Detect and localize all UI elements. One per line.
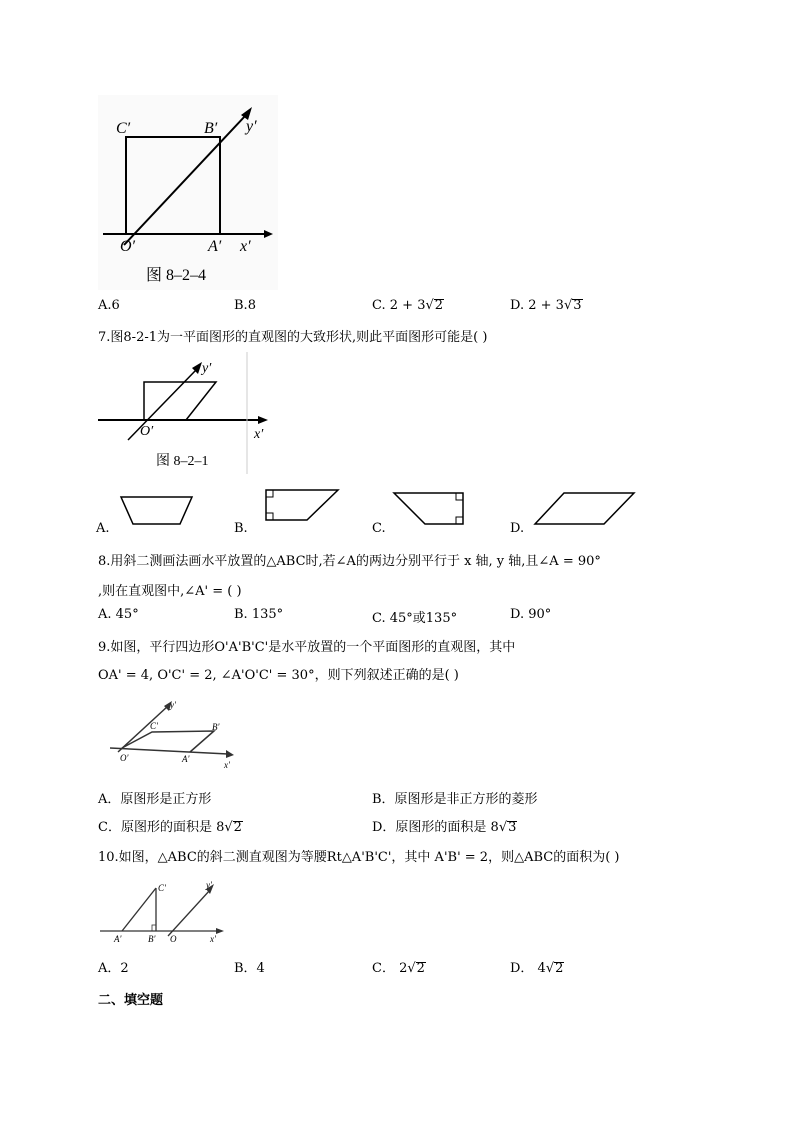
q8-stem-line2: ,则在直观图中,∠A' = ( ): [98, 584, 242, 599]
figure-q10: [100, 876, 230, 946]
q6-option-c[interactable]: C. 2 + 3√2: [372, 298, 444, 313]
q7-shape-c: [391, 490, 471, 528]
label-a: A': [114, 934, 122, 944]
q7-option-b[interactable]: B.: [234, 521, 248, 536]
q9-option-d[interactable]: D．原图形的面积是 8√3: [372, 820, 517, 835]
q7-shape-b: [263, 487, 343, 525]
q10-option-a[interactable]: A．2: [98, 961, 129, 976]
q9-option-c[interactable]: C．原图形的面积是 8√2: [98, 820, 242, 835]
q8-option-d[interactable]: D. 90°: [510, 607, 552, 622]
label-c: C′: [116, 120, 131, 137]
label-o: O: [170, 934, 177, 944]
q10-option-b[interactable]: B．4: [234, 961, 265, 976]
q9-stem-line1: 9.如图，平行四边形O'A'B'C'是水平放置的一个平面图形的直观图，其中: [98, 640, 516, 655]
label-o: O′: [140, 424, 154, 439]
label-o: O': [120, 753, 129, 763]
q7-option-d[interactable]: D.: [510, 521, 525, 536]
label-y: y′: [246, 118, 257, 135]
q7-stem: 7.图8-2-1为一平面图形的直观图的大致形状,则此平面图形可能是( ): [98, 330, 488, 345]
q7-option-c[interactable]: C.: [372, 521, 386, 536]
q7-shape-a: [118, 494, 198, 528]
label-y: y': [170, 700, 176, 710]
q10-option-c[interactable]: C． 2√2: [372, 961, 425, 976]
label-x: x': [210, 934, 216, 944]
q9-option-a[interactable]: A．原图形是正方形: [98, 792, 212, 807]
q7-option-a[interactable]: A.: [96, 521, 110, 536]
label-a: A′: [208, 238, 222, 255]
label-o: O′: [120, 238, 136, 255]
figure-caption: 图 8–2–1: [156, 454, 209, 469]
q8-stem-line1: 8.用斜二测画法画水平放置的△ABC时,若∠A的两边分别平行于 x 轴, y 轴,且∠A = 90°: [98, 554, 601, 569]
label-y: y': [206, 880, 212, 890]
label-b: B': [212, 722, 220, 732]
q8-option-a[interactable]: A. 45°: [98, 607, 139, 622]
q8-option-b[interactable]: B. 135°: [234, 607, 284, 622]
q6-option-b[interactable]: B.8: [234, 298, 256, 313]
section-title: 二、填空题: [98, 993, 164, 1008]
q8-option-c[interactable]: C. 45°或135°: [372, 611, 458, 626]
label-c: C': [158, 883, 166, 893]
label-a: A': [182, 754, 190, 764]
label-x: x′: [254, 427, 264, 442]
q6-option-d[interactable]: D. 2 + 3√3: [510, 298, 582, 313]
label-b: B': [148, 934, 156, 944]
label-b: B′: [204, 120, 218, 137]
q10-stem: 10.如图，△ABC的斜二测直观图为等腰Rt△A'B'C'，其中 A'B' = 2，则△ABC的面积为( ): [98, 850, 620, 865]
figure-8-2-1: [98, 352, 278, 474]
figure-8-2-4: [98, 95, 278, 290]
label-x: x′: [240, 238, 251, 255]
q10-option-d[interactable]: D． 4√2: [510, 961, 564, 976]
q6-option-a[interactable]: A.6: [98, 298, 120, 313]
figure-caption: 图 8–2–4: [146, 267, 207, 284]
label-c: C': [150, 721, 158, 731]
q9-option-b[interactable]: B．原图形是非正方形的菱形: [372, 792, 538, 807]
label-x: x': [224, 760, 230, 770]
q7-shape-d: [532, 490, 638, 528]
q9-stem-line2: OA' = 4, O'C' = 2, ∠A'O'C' = 30°，则下列叙述正确的是( ): [98, 668, 459, 683]
figure-q9: [110, 698, 240, 770]
label-y: y′: [202, 361, 212, 376]
